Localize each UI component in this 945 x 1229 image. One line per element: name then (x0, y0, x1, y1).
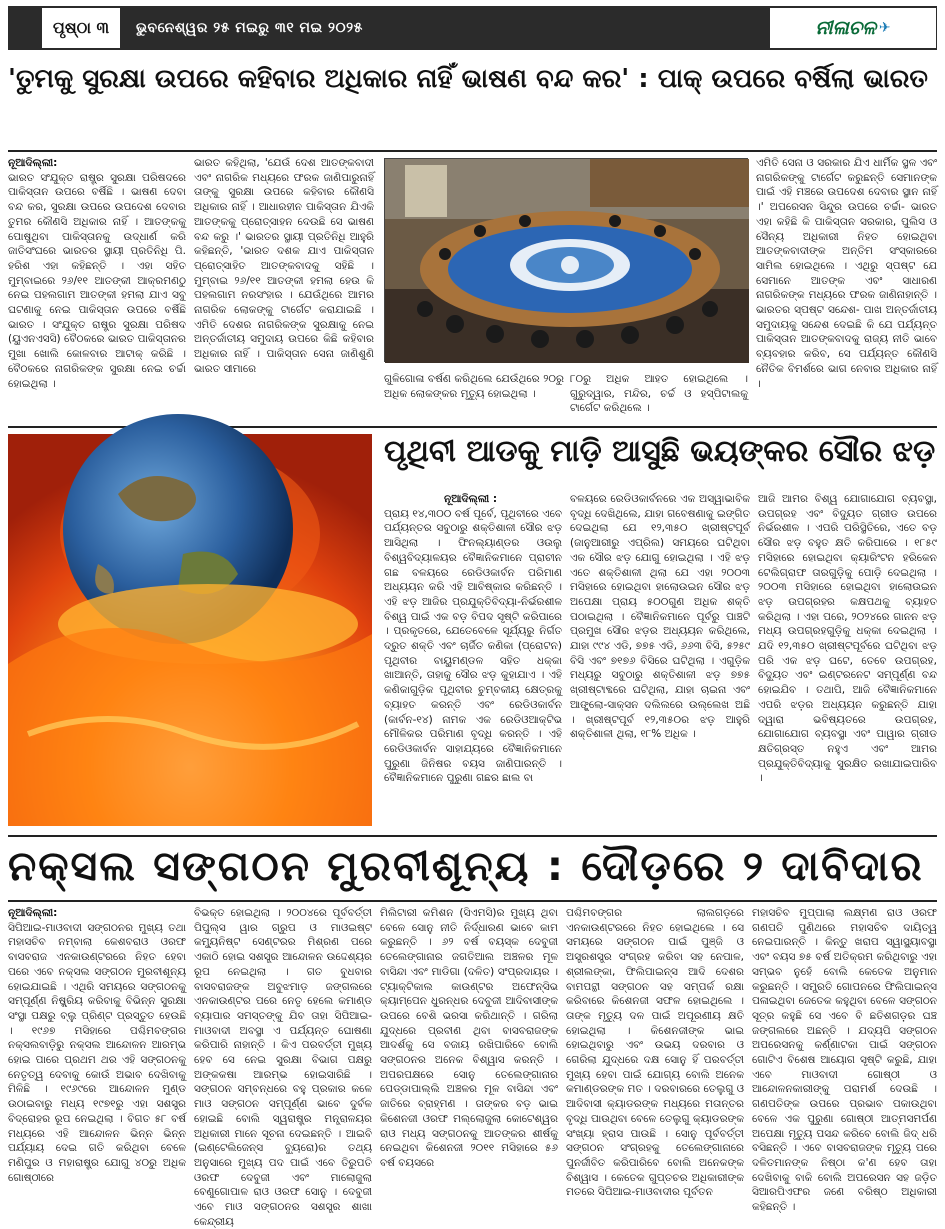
story1-col1 (8, 156, 186, 422)
story3-dateline: ନୂଆଦିଲ୍ଲୀ: (8, 907, 58, 919)
story2-dateline: ନୂଆଦିଲ୍ଲୀ : (444, 493, 498, 505)
story2-col1 (384, 492, 562, 830)
story3-headline: ନକ୍ସଲ ସଙ୍ଗଠନ ମୁରବୀଶୂନ୍ୟ : ଦୌଡ଼ରେ ୨ ଦାବିଦାର (8, 842, 924, 890)
divider (8, 900, 937, 902)
story1-headline: 'ତୁମକୁ ସୁରକ୍ଷା ଉପରେ କହିବାର ଅଧିକାର ନାହିଁ ଭାଷଣ ବନ୍ଦ କର' : ପାକ୍ ଉପରେ ବର୍ଷିଲା ଭାରତ (8, 64, 928, 94)
story3-col4: ପଶ୍ଚିମବଙ୍ଗର ଲାଲଗଡ଼ରେ ଏନକାଉଣ୍ଟରରେ ନିହତ ହୋଇଥିଲେ । ସେ ସମୟରେ ସଙ୍ଗଠନ ପାଇଁ ପୁଞ୍ଜି ଓ ଅସ୍ତ୍ରଶସ୍ତ୍ର ସଂଗ୍ରହ କରିବା ସହ ନେପାଳ, ଶ୍ରୀଲଙ୍କା, ଫିଲିପାଇନ୍ସ ଆଦି ଦେଶର ବାମପନ୍ଥୀ ସଙ୍ଗଠନ ସହ ସମ୍ପର୍କ ରକ୍ଷା କରିବାରେ କିଶେନଜୀ ସଫଳ ହୋଇଥିଲେ । ତାଙ୍କ ମୃତ୍ୟୁ ଦଳ ପାଇଁ ଅପୂରଣୀୟ କ୍ଷତି ହୋଇଥିଲା । କିଶେନଜୀଙ୍କ ଭାଇ ହୋଇଥିବାରୁ ଏବଂ ଉଭୟ ଦରବାର ଓ ଗେରିଲା ଯୁଦ୍ଧରେ ଦକ୍ଷ ସୋନୁ ହିଁ ପରବର୍ତ୍ତୀ ମୁଖ୍ୟ ହେବା ପାଇଁ ଯୋଗ୍ୟ ବୋଲି ଅନେକ କମାଣ୍ଡରଙ୍କ ମତ । ଦରବାରରେ ତେଲୁଗୁ ଓ ଆଦିବାସୀ କ୍ୟାଡରଙ୍କ ମଧ୍ୟରେ ମତାନ୍ତର ବୃଦ୍ଧି ପାଉଥିବା ବେଳେ ତେଲୁଗୁ କ୍ୟାଡରଙ୍କ ସଂଖ୍ୟା ହ୍ରାସ ପାଉଛି । ସୋନୁ ପୂର୍ବବର୍ତ୍ତୀ ସଙ୍ଗଠନ ସଂଗ୍ରହକୁ ତେଲେଙ୍ଗାନାରେ ପୁନର୍ଜୀବିତ କରିପାରିବେ ବୋଲି ଅନେକଙ୍କ ବିଶ୍ୱାସ । କେତେକ ଗୁପ୍ତଚର ଅଧିକାରୀଙ୍କ ମତରେ ସିପିଆଇ-ମାଓବାଦୀର ପୂର୍ବତନ (566, 907, 744, 1199)
story3-col1 (8, 906, 186, 1199)
solar-storm-illustration (8, 434, 372, 826)
story2-col2: ବଳୟରେ ରେଡିଓକାର୍ବନରେ ଏକ ଅସ୍ୱାଭାବିକ ବୃଦ୍ଧି ଦେଖିଥିଲେ, ଯାହା ଗବେଷଣାକୁ ଇଙ୍ଗିତ ଦେଇଥିଲା ଯେ ୧୨,୩୫୦ ଖ୍ରୀଷ୍ଟପୂର୍ବ (ଜାନୁଆରୀରୁ ଏପ୍ରିଲ) ସମୟରେ ଘଟିଥିବା ଏକ ସୌର ଝଡ଼ ଯୋଗୁ ହୋଇଥିଲା । ଏହି ଝଡ଼ ଏତେ ଶକ୍ତିଶାଳୀ ଥିଲା ଯେ ଏହା ୨୦୦୩ ମସିହାରେ ହୋଇଥିବା ହାଲୋଉଇନ ସୌର ଝଡ଼ ଅପେକ୍ଷା ପ୍ରାୟ ୫୦୦ଗୁଣ ଅଧିକ ଶକ୍ତି ପଠାଇଥିଲା । ବୈଜ୍ଞାନିକମାନେ ପୂର୍ବରୁ ପାଞ୍ଚଟି ପ୍ରମୁଖ ସୌର ଝଡ଼ର ଅଧ୍ୟୟନ କରିଥିଲେ, ଯାହା ୯୯୪ ଏଡି, ୭୭୫ ଏଡି, ୬୬୩ ବିସି, ୫୨୫୯ ବିସି ଏବଂ ୭୧୭୬ ବିସିରେ ଘଟିଥିଲା । ଏଗୁଡ଼ିକ ମଧ୍ୟରୁ ସବୁଠାରୁ ଶକ୍ତିଶାଳୀ ଝଡ଼ ୭୭୫ ଖ୍ରୀଷ୍ଟାବ୍ଦରେ ଘଟିଥିଲା, ଯାହା ଚାଇନା ଏବଂ ଆଙ୍ଗ୍ଲୋ-ସାକ୍ସନ ଦଲିଲରେ ଉଲ୍ଲେଖ ଅଛି । ଖ୍ରୀଷ୍ଟପୂର୍ବ ୧୨,୩୫୦ର ଝଡ଼ ଆହୁରି ଶକ୍ତିଶାଳୀ ଥିଲା, ୧୮% ଅଧିକ । (570, 493, 750, 741)
story3-col2: ବିଭକ୍ତ ହୋଇଥିଲା । ୨୦୦୪ରେ ପୂର୍ବବର୍ତ୍ତୀ ପିପୁଲ୍ସ ୱାର ଗ୍ରୁପ ଓ ମାଓଇଷ୍ଟ କମ୍ୟୁନିଷ୍ଟ ସେଣ୍ଟରର ମିଶ୍ରଣ ପରେ ଏକାଠି ହୋଇ ସଶସ୍ତ୍ର ଆନ୍ଦୋଳନ ଉଦ୍ଦେଶ୍ୟର ରୂପ ନେଇଥିଲା । ଗତ ବୁଧବାର ବାସବରାଜଙ୍କ ଅବୁଝମାଡ଼ ଜଙ୍ଗଲରେ ଏନକାଉଣ୍ଟର ପରେ ନେତୃ ହେଲେ କମାଣ୍ଡ ବ୍ୟାପାର ସମସ୍ତଙ୍କୁ ଯିବ ତାହା ସିପିଆଇ-ମାଓବାଦୀ ଅବସ୍ଥା ଏ ପର୍ଯ୍ୟନ୍ତ ଘୋଷଣା କରିପାରି ନାହାନ୍ତି । କିଏ ପରବର୍ତ୍ତୀ ମୁଖ୍ୟ ହେବ ସେ ନେଇ ସୁରକ୍ଷା ବିଭାଗ ପକ୍ଷରୁ ଅଙ୍କକଷା ଆରମ୍ଭ ହୋଇସାରିଛି । ସଙ୍ଗଠନ ସମ୍ବନ୍ଧରେ ବହୁ ପ୍ରକାର କଳେ ମାଓ ସଙ୍ଗଠନ ସମ୍ପୂର୍ଣ୍ଣ ଭାବେ ଦୁର୍ବଳ ହୋଇଛି ବୋଲି ସ୍ୱରାଷ୍ଟ୍ର ମନ୍ତ୍ରାଳୟର ଅଧିକାରୀ ମାନେ ସୂଚନା ଦେଇଛନ୍ତି । ଆଇବି (ଇଣ୍ଟେଲିଜେନ୍ସ ବ୍ୟୁରୋ)ର ତଥ୍ୟ ଅନୁସାରେ ମୁଖ୍ୟ ପଦ ପାଇଁ ଏବେ ତିରୁପତି ଓରଫ ଦେବୁଜୀ ଏବଂ ମାଲୋଜୁଲା ବେଣୁଗୋପାଳ ରାଓ ଓରଫ ସୋନୁ । ଦେବୁଜୀ ଏବେ ମାଓ ସଙ୍ଗଠନର ସଶସ୍ତ୍ର ଶାଖା କେନ୍ଦ୍ରୀୟ (194, 907, 372, 1228)
story3-col3: ମିଲିଟାରୀ କମିଶନ (ସିଏମସି)ର ମୁଖ୍ୟ ଥିବା ବେଳେ ସୋନୁ ନୀତି ନିର୍ଦ୍ଧାରଣ ଭାବେ କାମ କରୁଛନ୍ତି । ୬୨ ବର୍ଷ ବୟସ୍କ ଦେବୁଜୀ ତେଲେଙ୍ଗାନାର ଜଗତିଆଲ ଅଞ୍ଚଳର ମୂଳ ବାସିନ୍ଦା ଏବଂ ମାଡିଗା (ଦଳିତ) ସଂପ୍ରଦାୟର । ଟ୍ୟାକ୍ଟିକାଲ କାଉଣ୍ଟର ଅଫେନ୍ସିଭ କ୍ୟାମ୍ପେନ ଧୁରନ୍ଧର ଦେବୁଜୀ ଆଦିବାସୀଙ୍କ ଉପରେ ବେଶି ଭରସା କରିଥାନ୍ତି । ଗରିଲା ଯୁଦ୍ଧରେ ପ୍ରବୀଣ ଥିବା ବାସବରାଜଙ୍କ ଆଦର୍ଶକୁ ସେ ବଜାୟ ରଖିପାରିବେ ବୋଲି ସଙ୍ଗଠନର ଅନେକ ବିଶ୍ୱାସ କରନ୍ତି । ଅପରପକ୍ଷରେ ସୋନୁ ତେଲେଙ୍ଗାନାର ପେଡ୍ଡାପାଲ୍ଲି ଅଞ୍ଚଳର ମୂଳ ବାସିନ୍ଦା ଏବଂ ଜାତିରେ ବ୍ରାହ୍ମଣ । ତାଙ୍କର ବଡ଼ ଭାଇ କିଶେନଜୀ ଓରଫ ମଲ୍ଲୋଜୁଲା କୋଟେଶ୍ୱର ରାଓ ମଧ୍ୟ ସଙ୍ଗଠନକୁ ଆତଙ୍କର ଶୀର୍ଷକୁ ନେଇଥିବା କିଶେନଜୀ ୨୦୧୧ ମସିହାରେ ୫୬ ବର୍ଷ ବୟସରେ (380, 907, 558, 1169)
story1-text: ଭାରତ ସଂଯୁକ୍ତ ରାଷ୍ଟ୍ର ସୁରକ୍ଷା ପରିଷଦରେ ପାକିସ୍ତାନ ଉପରେ ବର୍ଷିଛି । ଭାଷଣ ଦେବା ବନ୍ଦ କର, ସୁରକ୍ଷା ଉପରେ ଉପଦେଶ ଦେବାର ତୁମର କୌଣସି ଅଧିକାର ନାହିଁ । ଆତଙ୍କକୁ ପୋଷୁଥିବା ପାକିସ୍ତାନକୁ ଉଦ୍ଧାର୍ଣ କରି ଜାତିସଂଘରେ ଭାରତର ସ୍ଥାୟୀ ପ୍ରତିନିଧି ପି. ହରିଶ ଏହା କହିଛନ୍ତି । ଏହା ସହିତ ମୁମ୍ବାଇରେ ୨୬/୧୧ ଆତଙ୍କୀ ଆକ୍ରମଣଠୁ ନେଇ ପହଲଗାମ ଆତଙ୍କୀ ହମଲା ଯାଏ ସବୁ ଘଟଣାକୁ ନେଇ ପାକିସ୍ତାନ ଉପରେ ବର୍ଷିଛି ଭାରତ । ସଂଯୁକ୍ତ ରାଷ୍ଟ୍ର ସୁରକ୍ଷା ପରିଷଦ (ୟୁଏନଏସସି) ବୈଠକରେ ଭାରତ ପାକିସ୍ତାନର ମୁଖା ଖୋଲି କୋଳବାର ଆଟାକ୍ କରିଛି । ବୈଠକରେ ନାଗରିକଙ୍କ ସୁରକ୍ଷା ନେଇ ଚର୍ଚ୍ଚା ହୋଇଥିଲା । (8, 171, 186, 390)
story2-headline: ପୃଥିବୀ ଆଡକୁ ମାଡ଼ି ଆସୁଛି ଭୟଙ୍କର ସୌର ଝଡ଼ (384, 434, 936, 469)
story3-text: ସିପିଆଇ-ମାଓବାଦୀ ସଙ୍ଗଠନର ମୁଖ୍ୟ ତଥା ମହାସଚିବ ନମ୍ବାଲା କେଶବରାଓ ଓରଫ ବାସବରାଜ ଏନକାଉଣ୍ଟରରେ ନିହତ ହେବା ପରେ ଏବେ ନକ୍ସଲ ସଙ୍ଗଠନ ମୁରବୀଶୂନ୍ୟ ହୋଇଯାଇଛି । ଏଥିରି ସମୟରେ ସଙ୍ଗଠନକୁ ସମ୍ପୂର୍ଣ୍ଣ ନିଷ୍କ୍ରିୟ କରିବାକୁ ବିଭିନ୍ନ ସୁରକ୍ଷା ସଂସ୍ଥା ପକ୍ଷରୁ ବ୍ଲୁ ପ୍ରିଣ୍ଟ ପ୍ରସ୍ତୁତ ହେଉଛି । ୧୯୬୭ ମସିହାରେ ପଶ୍ଚିମବଙ୍ଗର ନକ୍ସଲବାଡ଼ିରୁ ନକ୍ସଲ ଆନ୍ଦୋଳନ ଆରମ୍ଭ ହୋଇ ପାରେ ପ୍ରଥମ ଥର ଏହି ସଙ୍ଗଠନକୁ ନେତୃତ୍ୱ ଦେବାକୁ କୋଉଁ ଅଭାବ ଦେଖିବାକୁ ମିଳିଛି । ୧୯୬୯ରେ ଆନ୍ଦୋଳନ ମୁଣ୍ଡ ଉଠାଇବାରୁ ମଧ୍ୟ ୧୯୭୧ରୁ ଏହା ସଶସ୍ତ୍ର ବିଦ୍ରୋହର ରୂପ ନେଇଥିଲା । ବିଗତ ୫୮ ବର୍ଷ ମଧ୍ୟରେ ଏହି ଆନ୍ଦୋଳନ ଭିନ୍ନ ଭିନ୍ନ ପର୍ଯ୍ୟାୟ ଦେଇ ଗତି କରିଥିବା ବେଳେ ମଣିପୁର ଓ ମହାରାଷ୍ଟ୍ର ଯୋଗୁ ୪୦ରୁ ଅଧିକ ଗୋଷ୍ଠୀରେ (8, 921, 186, 1184)
story2-col3: ଆଜି ଆମର ବିଶ୍ୱ ଯୋଗାଯୋଗ ବ୍ୟବସ୍ଥା, ଉପଗ୍ରହ ଏବଂ ବିଦ୍ୟୁତ ଗ୍ରୀଡ ଉପରେ ନିର୍ଭରଶୀଳ । ଏପରି ପରିସ୍ଥିତିରେ, ଏତେ ବଡ଼ ସୌର ଝଡ଼ ବହୁତ କ୍ଷତି କରିପାରେ । ୧୮୫୯ ମସିହାରେ ହୋଇଥିବା କ୍ୟାରିଂଟନ ହରିକେନ ଟେଲିଗ୍ରାଫ ତାରଗୁଡ଼ିକୁ ପୋଡ଼ି ଦେଇଥିଲା । ୨୦୦୩ ମସିହାରେ ହୋଇଥିବା ହାଲୋଉଇନ ଝଡ଼ ଉପଗ୍ରହର କକ୍ଷପଥକୁ ବ୍ୟାହତ କରିଥିଲା । ଏହା ପରେ, ୨୦୨୪ରେ ଗାନନ ଝଡ଼ ମଧ୍ୟ ଉପଗ୍ରହଗୁଡ଼ିକୁ ଧକ୍କା ଦେଇଥିଲା । ଯଦି ୧୨,୩୫୦ ଖ୍ରୀଷ୍ଟପୂର୍ବରେ ଘଟିଥିବା ଝଡ଼ ପରି ଏକ ଝଡ଼ ଘଟେ, ତେବେ ଉପଗ୍ରହ, ବିଦ୍ୟୁତ ଏବଂ ଇଣ୍ଟରନେଟ ସମ୍ପୂର୍ଣ୍ଣ ବନ୍ଦ ହୋଇଯିବ । ତଥାପି, ଆଜି ବୈଜ୍ଞାନିକମାନେ ଏପରି ଝଡ଼ର ଅଧ୍ୟୟନ କରୁଛନ୍ତି ଯାହା ଦ୍ୱାରା ଭବିଷ୍ୟତରେ ଉପଗ୍ରହ, ଯୋଗାଯୋଗ ବ୍ୟବସ୍ଥା ଏବଂ ପାୱାର ଗ୍ରୀଡ କ୍ଷତିଗ୍ରସ୍ତ ନହୁଏ ଏବଂ ଆମର ପ୍ରଯୁକ୍ତିବିଦ୍ୟାକୁ ସୁରକ୍ଷିତ ରଖାଯାଇପାରିବ । (758, 493, 937, 785)
story1-col2: ଭାରତ କହିଥିଲା, 'ଯେଉଁ ଦେଶ ଆତଙ୍କବାଦୀ ଏବଂ ନାଗରିକ ମଧ୍ୟରେ ଫରକ ଜାଣିପାରୁନାହିଁ ତାଙ୍କୁ ସୁରକ୍ଷା ଉପରେ କହିବାର କୌଣସି ଅଧିକାର ନାହିଁ । ଆଧାରହୀନ ପାକିସ୍ତାନ ଯିଏକି ଆତଙ୍କକୁ ପ୍ରୋତ୍ସାହନ ଦେଉଛି ସେ ଭାଷଣ ବନ୍ଦ କରୁ ।' ଭାରତର ସ୍ଥାୟୀ ପ୍ରତିନିଧି ଆହୁରି କହିଛନ୍ତି, 'ଭାରତ ଦଶକ ଯାଏ ପାକିସ୍ତାନ ପ୍ରୋତ୍ସାହିତ ଆତଙ୍କବାଦକୁ ସହିଛି । ମୁମ୍ବାଇ ୨୬/୧୧ ଆତଙ୍କୀ ହମଲା ହେଉ କି ପହଲଗାମ ନରସଂହାର । ଯେଉଁଥିରେ ଆମର ନାଗରିକ ଲୋକଙ୍କୁ ଟାର୍ଗେଟ କରାଯାଇଛି । ଏମିତି ଦେଶର ନାଗରିକଙ୍କ ସୁରକ୍ଷାକୁ ନେଇ ଅନ୍ତର୍ଜାତୀୟ ସମୁଦାୟ ଉପରେ କିଛି କହିବାର ଅଧିକାର ନାହିଁ । ପାକିସ୍ତାନ ସେନା ଜାଣିଶୁଣି ଭାରତ ସୀମାରେ (194, 157, 374, 375)
page-number: ପୃଷ୍ଠା ୩ (40, 6, 122, 50)
divider (8, 835, 937, 837)
story1-col4: ୮୦ରୁ ଅଧିକ ଆହତ ହୋଇଥିଲେ । ଗୁରୁଦ୍ୱାର, ମନ୍ଦିର, ଚର୍ଚ୍ଚ ଓ ହସ୍ପିଟାଲକୁ ଟାର୍ଗେଟ କରିଥିଲେ । (570, 373, 748, 415)
un-council-illustration (385, 159, 749, 363)
divider (8, 150, 937, 152)
story1-col3: ଗୁଳିଗୋଳା ବର୍ଷଣ କରିଥିଲେ ଯେଉଁଥିରେ ୨୦ରୁ ଅଧିକ ଲୋକଙ୍କର ମୃତ୍ୟୁ ହୋଇଥିଲା । (384, 373, 564, 400)
story1-dateline: ନୂଆଦିଲ୍ଲୀ: (8, 157, 58, 169)
bird-icon: ✈ (878, 20, 891, 36)
issue-dateline: ଭୁବନେଶ୍ୱର ୨୫ ମଇରୁ ୩୧ ମଇ ୨୦୨୫ (136, 20, 363, 36)
story1-col5: ଏମିତି ସେନା ଓ ସରକାର ଯିଏ ଧାର୍ମିକ ସ୍ଥଳ ଏବଂ ନାଗରିକଙ୍କୁ ଟାର୍ଗେଟ କରୁଛନ୍ତି ସେମାନଙ୍କ ପାଇଁ ଏହି ମଞ୍ଚରେ ଉପଦେଶ ଦେବାର ସ୍ଥାନ ନାହିଁ ।' ଅପରେସନ ସିନ୍ଦୁର ଉପରେ ଚର୍ଚ୍ଚା- ଭାରତ ଏହା କହିଛି କି ପାକିସ୍ତାନ ସରକାର, ପୁଲିସ ଓ ସୈନ୍ୟ ଅଧିକାରୀ ନିହତ ହୋଇଥିବା ଆତଙ୍କବାଦୀଙ୍କ ଅନ୍ତିମ ସଂସ୍କାରରେ ସାମିଲ ହୋଇଥିଲେ । ଏଥିରୁ ସ୍ପଷ୍ଟ ଯେ ସେମାନେ ଆତଙ୍କ ଏବଂ ସାଧାରଣ ନାଗରିକଙ୍କ ମଧ୍ୟରେ ଫରକ ଜାଣିନାହାନ୍ତି । ଭାରତର ସ୍ପଷ୍ଟ ସନ୍ଦେଶ- ପାଖ ଅନ୍ତର୍ଜାତୀୟ ସମୁଦାୟକୁ ସନ୍ଦେଶ ଦେଇଛି କି ଯେ ପର୍ଯ୍ୟନ୍ତ ପାକିସ୍ତାନ ଆତଙ୍କବାଦକୁ ରାଜ୍ୟ ନୀତି ଭାବେ ବ୍ୟବହାର କରିବ, ସେ ପର୍ଯ୍ୟନ୍ତ କୌଣସି ନୈତିକ ବିମର୍ଶରେ ଭାଗ ନେବାର ଅଧିକାର ନାହିଁ । (756, 157, 937, 390)
story2-text: ପ୍ରାୟ ୧୪,୩୦୦ ବର୍ଷ ପୂର୍ବେ, ପୃଥିବୀରେ ଏବେ ପର୍ଯ୍ୟନ୍ତର ସବୁଠାରୁ ଶକ୍ତିଶାଳୀ ସୌର ଝଡ଼ ଆସିଥିଲା । ଫିନଲ୍ୟାଣ୍ଡର ଓଉଲୁ ବିଶ୍ୱବିଦ୍ୟାଳୟର ବୈଜ୍ଞାନିକମାନେ ପ୍ରାଚୀନ ଗଛ ବଳୟରେ ରେଡିଓକାର୍ବନ ପରିମାଣ ଅଧ୍ୟୟନ କରି ଏହି ଆବିଷ୍କାର କରିଛନ୍ତି । ଏହି ଝଡ଼ ଆଜିର ପ୍ରଯୁକ୍ତିବିଦ୍ୟା-ନିର୍ଭରଶୀଳ ବିଶ୍ୱ ପାଇଁ ଏକ ବଡ଼ ବିପଦ ସୃଷ୍ଟି କରିପାରେ । ପ୍ରକୃତରେ, ଯେତେବେଳେ ସୂର୍ଯ୍ୟରୁ ନିର୍ଗତ ଦ୍ରୁତ ଶକ୍ତି ଏବଂ ଚାର୍ଜିତ କଣିକା (ପ୍ରୋଟନ) ପୃଥିବୀର ବାୟୁମଣ୍ଡଳ ସହିତ ଧକ୍କା ଖାଆନ୍ତି, ତାହାକୁ ସୌର ଝଡ଼ କୁହାଯାଏ । ଏହି କଣିକାଗୁଡ଼ିକ ପୃଥିବୀର ଚୁମ୍ବକୀୟ କ୍ଷେତ୍ରକୁ ବ୍ୟାହତ କରନ୍ତି ଏବଂ ରେଡିଓକାର୍ବନ (କାର୍ବନ-୧୪) ନାମକ ଏକ ରେଡିଓଆକ୍ଟିଭ ମୌଳିକର ପରିମାଣ ବୃଦ୍ଧି କରନ୍ତି । ଏହି ରେଡିଓକାର୍ବନ ସାହାଯ୍ୟରେ ବୈଜ୍ଞାନିକମାନେ ପୁରୁଣା ଜିନିଷର ବୟସ ଜାଣିପାରନ୍ତି । ବୈଜ୍ଞାନିକମାନେ ପୁରୁଣା ଗଛର ଛାଲ ବା (384, 507, 562, 785)
newspaper-logo (770, 8, 936, 48)
solar-storm-photo (8, 434, 372, 826)
story3-col5: ମହାସଚିବ ମୁପ୍ପାଲା ଲକ୍ଷ୍ମଣ ରାଓ ଓରଫ ଗଣପତି ପୁଣିଥରେ ମହାସଚିବ ଦାୟିତ୍ୱ ନେଇପାରନ୍ତି । କିନ୍ତୁ ଖରାପ ସ୍ୱାସ୍ଥ୍ୟାବସ୍ଥା ଏବଂ ବୟସ ୭୫ ବର୍ଷ ଅତିକ୍ରମ କରିଥିବାରୁ ଏହା ସମ୍ଭବ ନୁହେଁ ବୋଲି କେତେକ ଅନୁମାନ କରୁଛନ୍ତି । ସମ୍ପ୍ରତି ଗୋପନରେ ଫିଲିପାଇନ୍ସ ପଳାଇଥିବା ଜେତେକ କହୁଥିବା ବେଳେ ସଙ୍ଗଠନ ସୂତ୍ର କହୁଛି ସେ ଏବେ ବି ଛତିଶଗଡ଼ର ଘଞ୍ଚ ଜଙ୍ଗଲରେ ଅଛନ୍ତି । ଯଦ୍ୟପି ସଙ୍ଗଠନ ଅପରେସନକୁ କର୍ଣ୍ଣାଟକା ପାଇଁ ସଙ୍ଗଠନ ଗୋଟିଏ ବିଶେଷ ଆୟୋଗ ସୃଷ୍ଟି କରୁଛି, ଯାହା ଏବେ ମାଓବାଦୀ ଗୋଷ୍ଠୀ ଓ ଆନ୍ଦୋଳନକାରୀଙ୍କୁ ପରାମର୍ଶ ଦେଉଛି । ଗଣପତିଙ୍କ ଉପରେ ପ୍ରଭାବ ପକାଉଥିବା ବେଳେ ଏକ ପୁରୁଣା ଗୋଷ୍ଠୀ ଆତ୍ମସମର୍ପଣ ଅପେକ୍ଷା ମୃତ୍ୟୁ ପସନ୍ଦ କରିବେ ବୋଲି ଜିଦ୍ ଧରି ବସିଛନ୍ତି । ଏବେ ବାସବରାଜଙ୍କ ମୃତ୍ୟୁ ପରେ ଦଳିତମାନଙ୍କ ନିଷ୍ଠା କ'ଣ ହେବ ତାହା ଦେଖିବାକୁ ବାକି ବୋଲି ଅପରେସନ ସହ ଜଡ଼ିତ ସିଆରପିଏଫର ଜଣେ ବରିଷ୍ଠ ଅଧିକାରୀ କହିଛନ୍ତି । (752, 907, 937, 1214)
logo-text: ନୀଳାଚଳ (815, 17, 876, 39)
un-council-photo (384, 158, 748, 362)
